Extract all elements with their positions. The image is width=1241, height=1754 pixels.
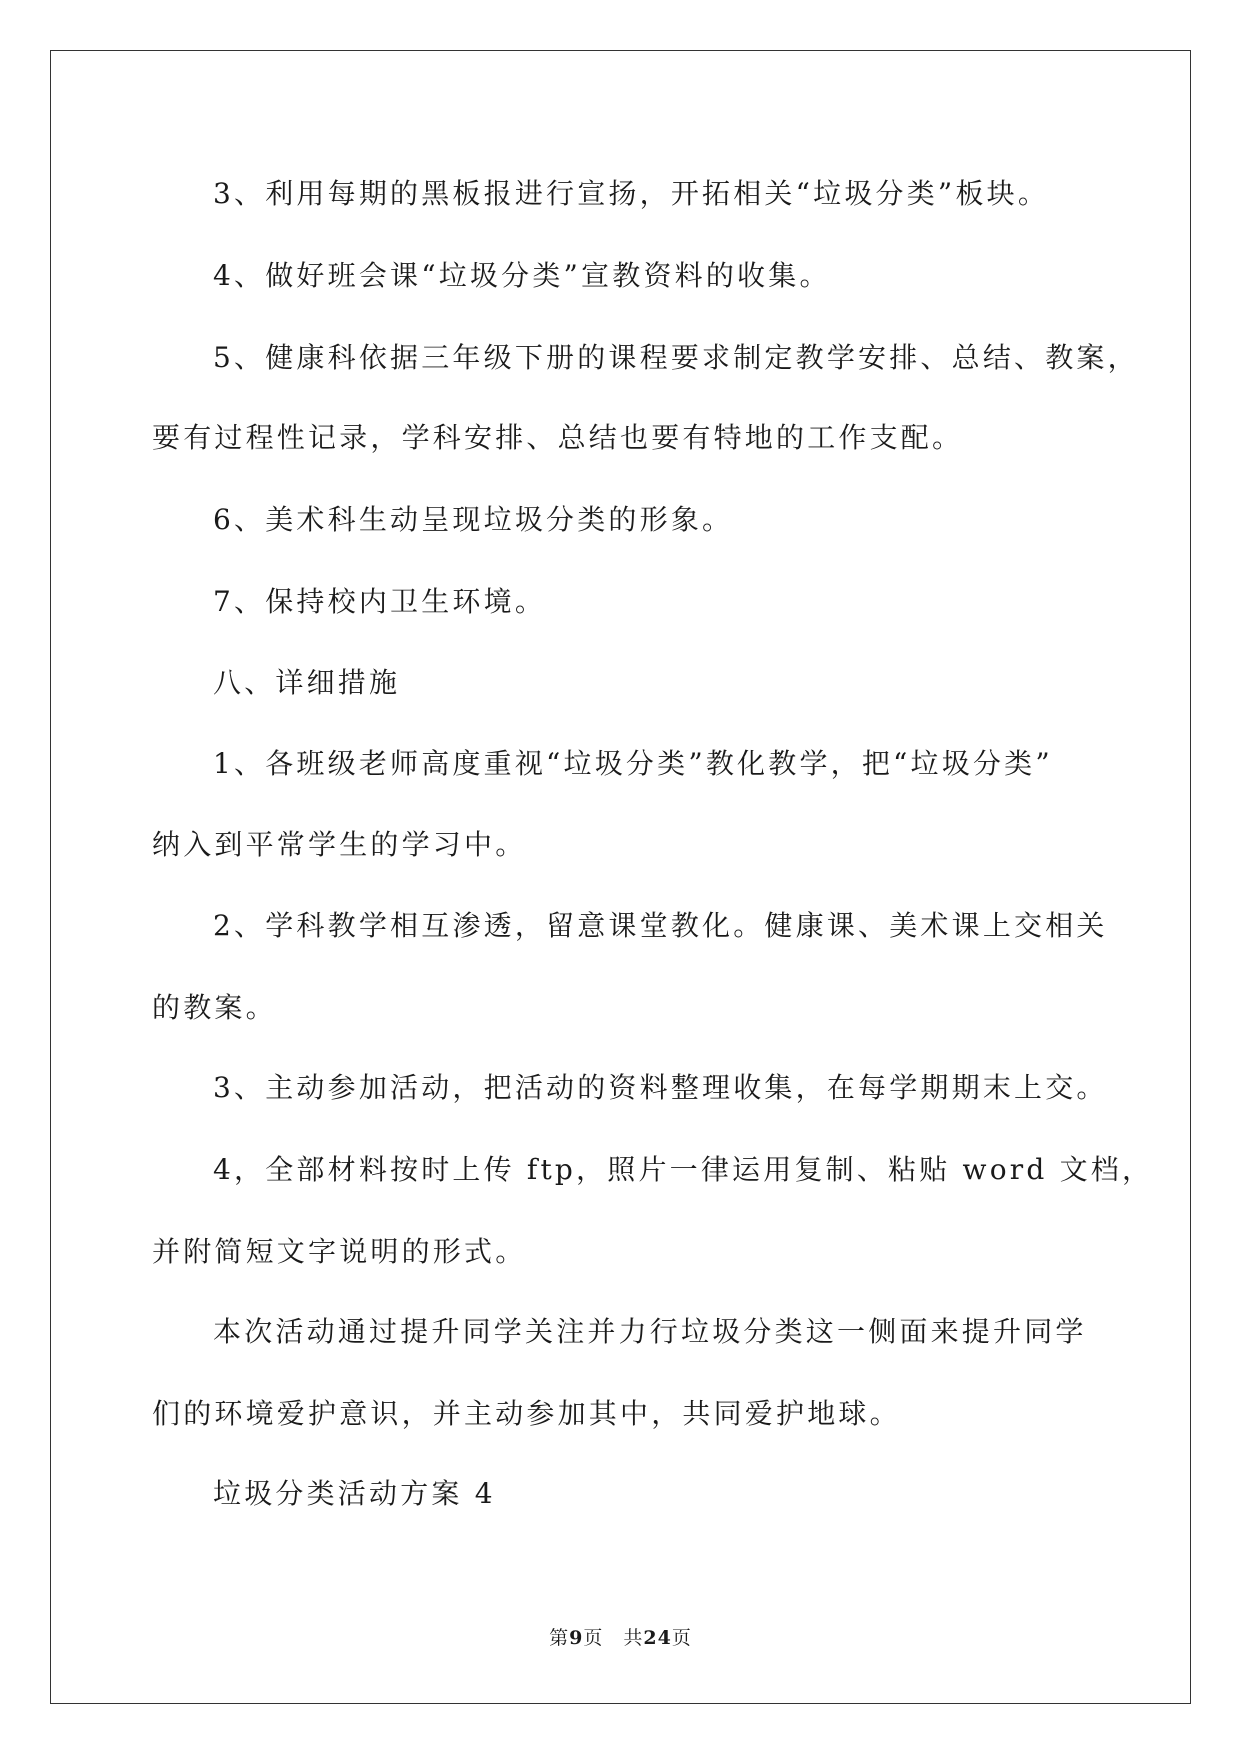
paragraph-line: 要有过程性记录，学科安排、总结也要有特地的工作支配。 <box>152 421 964 454</box>
paragraph-line: 们的环境爱护意识，并主动参加其中，共同爱护地球。 <box>152 1397 901 1430</box>
paragraph-line: 2、学科教学相互渗透，留意课堂教化。健康课、美术课上交相关 <box>213 909 1108 942</box>
paragraph-line: 4、做好班会课“垃圾分类”宣教资料的收集。 <box>213 259 831 292</box>
paragraph-line: 5、健康科依据三年级下册的课程要求制定教学安排、总结、教案， <box>213 341 1139 374</box>
page-footer <box>0 1626 1241 1650</box>
footer-prefix: 第 <box>549 1627 570 1649</box>
paragraph-line: 4，全部材料按时上传 ftp，照片一律运用复制、粘贴 word 文档， <box>213 1153 1154 1186</box>
total-page-number: 24 <box>643 1627 672 1649</box>
paragraph-line: 并附简短文字说明的形式。 <box>152 1235 527 1268</box>
paragraph-line: 6、美术科生动呈现垃圾分类的形象。 <box>213 503 734 536</box>
paragraph-line: 的教案。 <box>152 991 277 1024</box>
paragraph-line: 7、保持校内卫生环境。 <box>213 585 547 618</box>
footer-suffix: 页 <box>671 1627 692 1649</box>
section-heading: 垃圾分类活动方案 4 <box>213 1477 496 1510</box>
current-page-number: 9 <box>569 1627 584 1649</box>
paragraph-line: 3、主动参加活动，把活动的资料整理收集，在每学期期末上交。 <box>213 1071 1108 1104</box>
footer-middle: 页 共 <box>583 1627 644 1649</box>
page-frame <box>50 50 1191 1704</box>
paragraph-line: 本次活动通过提升同学关注并力行垃圾分类这一侧面来提升同学 <box>213 1315 1087 1348</box>
section-heading: 八、详细措施 <box>213 666 401 699</box>
paragraph-line: 3、利用每期的黑板报进行宣扬，开拓相关“垃圾分类”板块。 <box>213 177 1050 210</box>
paragraph-line: 纳入到平常学生的学习中。 <box>152 828 527 861</box>
paragraph-line: 1、各班级老师高度重视“垃圾分类”教化教学，把“垃圾分类” <box>213 747 1053 780</box>
